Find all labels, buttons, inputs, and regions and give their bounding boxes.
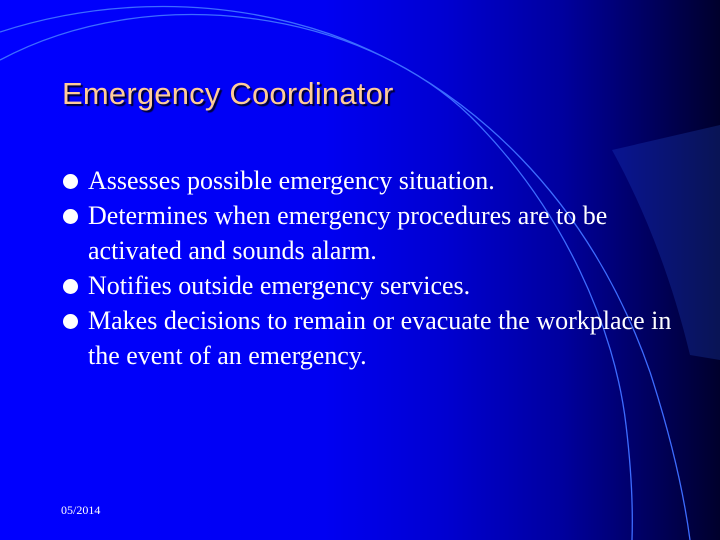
bullet-icon bbox=[63, 314, 78, 329]
slide-title: Emergency Coordinator bbox=[62, 76, 394, 111]
bullet-item bbox=[62, 163, 682, 198]
bullet-icon bbox=[63, 279, 78, 294]
bullet-item bbox=[62, 303, 682, 373]
bullet-text: Determines when emergency procedures are to be activated and sounds alarm. bbox=[88, 201, 608, 265]
bullet-icon bbox=[63, 174, 78, 189]
bullet-item bbox=[62, 198, 682, 268]
bullet-text: Assesses possible emergency situation. bbox=[88, 166, 495, 195]
bullet-list bbox=[62, 163, 682, 373]
bullet-icon bbox=[63, 209, 78, 224]
bullet-text: Makes decisions to remain or evacuate the workplace in the event of an emergency. bbox=[88, 306, 672, 370]
bullet-text: Notifies outside emergency services. bbox=[88, 271, 471, 300]
footer-date: 05/2014 bbox=[61, 503, 101, 517]
bullet-item bbox=[62, 268, 682, 303]
